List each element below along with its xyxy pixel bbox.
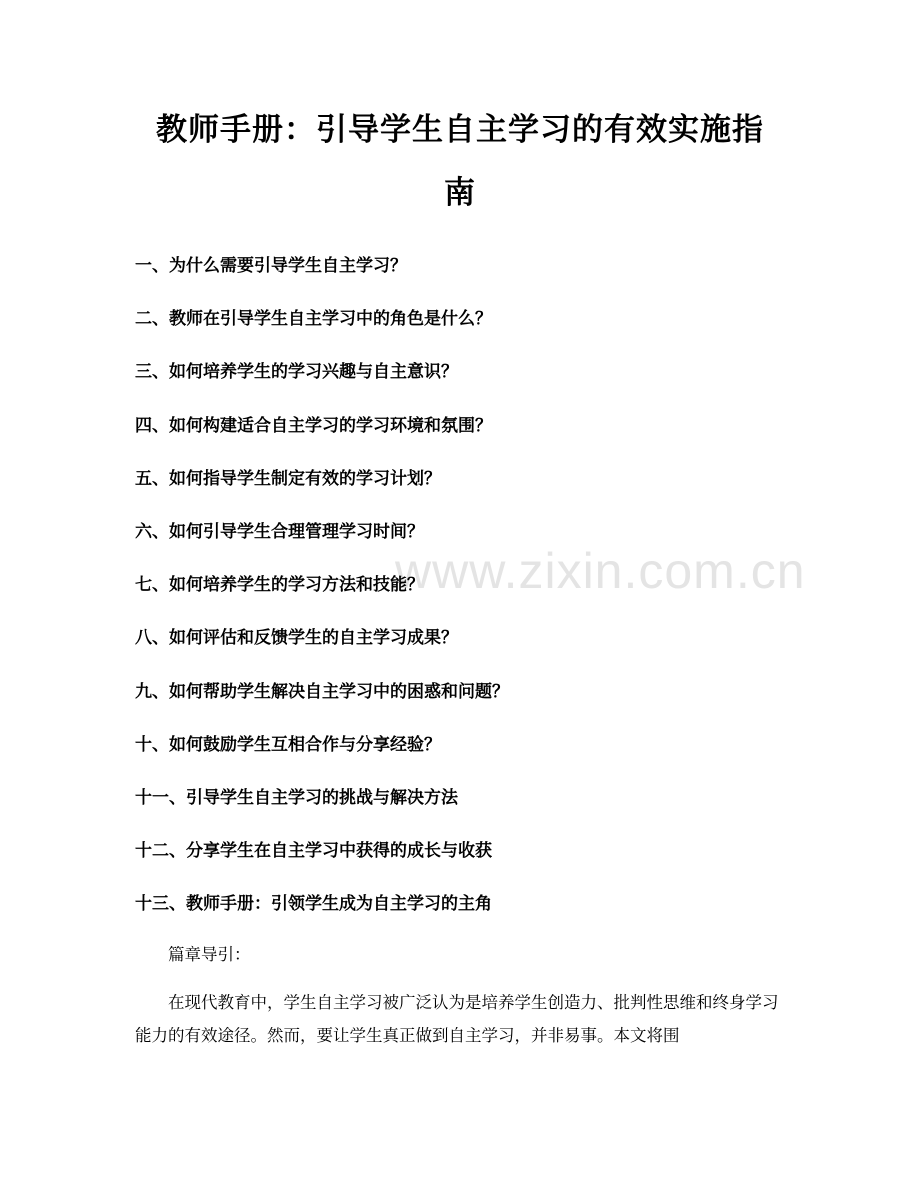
toc-item: 三、如何培养学生的学习兴趣与自主意识？ — [135, 362, 458, 383]
document-title-line2: 南 — [444, 175, 476, 211]
intro-label: 篇章导引： — [168, 945, 251, 964]
toc-item: 二、教师在引导学生自主学习中的角色是什么？ — [135, 309, 492, 330]
toc-item: 十、如何鼓励学生互相合作与分享经验？ — [135, 734, 441, 755]
toc-item: 四、如何构建适合自主学习的学习环境和氛围？ — [135, 415, 492, 436]
toc-item: 六、如何引导学生合理管理学习时间？ — [135, 521, 424, 542]
toc-item: 八、如何评估和反馈学生的自主学习成果？ — [135, 628, 458, 649]
document-title-line1: 教师手册：引导学生自主学习的有效实施指 — [156, 112, 764, 148]
watermark: www.zixin.com.cn — [395, 543, 806, 599]
toc-item: 九、如何帮助学生解决自主学习中的困惑和问题？ — [135, 681, 509, 702]
intro-paragraph: 在现代教育中，学生自主学习被广泛认为是培养学生创造力、批判性思维和终身学习能力的有效途径。然而，要让学生真正做到自主学习，并非易事。本文将围 — [135, 993, 779, 1045]
toc-item: 十二、分享学生在自主学习中获得的成长与收获 — [135, 841, 492, 862]
toc-item: 十三、教师手册：引领学生成为自主学习的主角 — [135, 894, 492, 915]
toc-item: 五、如何指导学生制定有效的学习计划？ — [135, 468, 441, 489]
toc-item: 一、为什么需要引导学生自主学习？ — [135, 256, 407, 276]
toc-item: 十一、引导学生自主学习的挑战与解决方法 — [135, 787, 458, 808]
table-of-contents — [135, 254, 509, 945]
toc-item: 七、如何培养学生的学习方法和技能？ — [135, 575, 424, 596]
